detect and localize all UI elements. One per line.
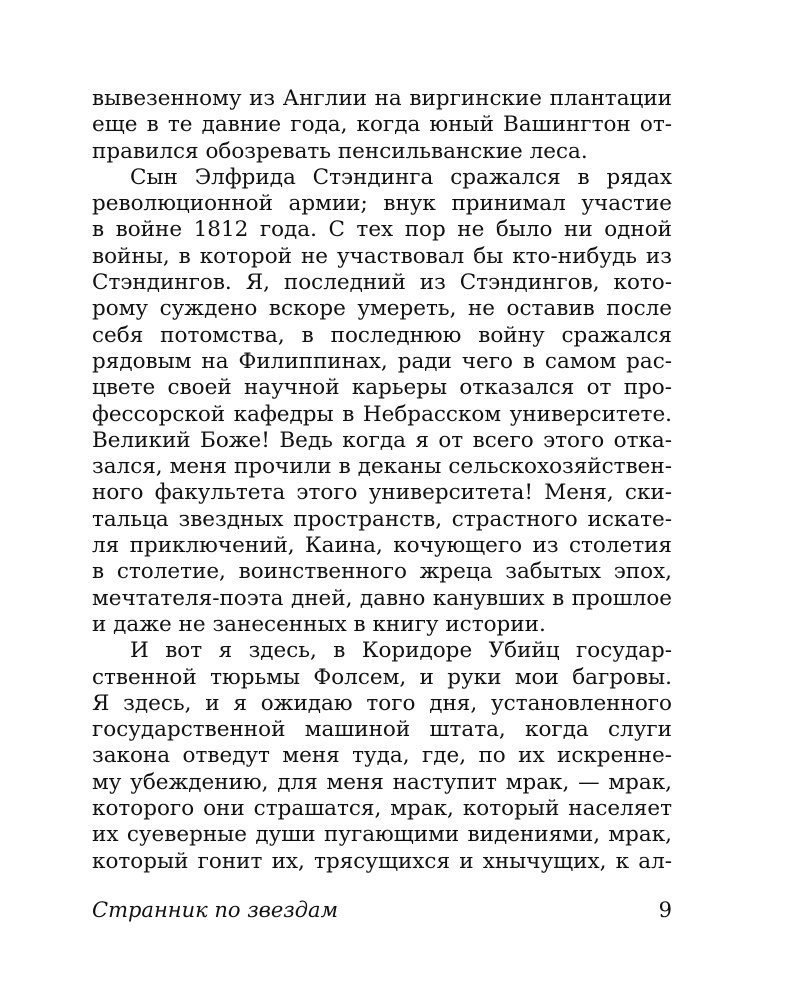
text-line: зался, меня прочили в деканы сельскохозяйствен- <box>92 454 672 480</box>
text-line: который гонит их, трясущихся и хнычущих, к ал- <box>92 848 672 874</box>
text-line: еще в те давние года, когда юный Вашингтон от- <box>92 112 672 138</box>
page-number: 9 <box>658 898 672 922</box>
text-line: в столетие, воинственного жреца забытых эпох, <box>92 559 672 585</box>
text-line: И вот я здесь, в Коридоре Убийц государ- <box>130 638 672 664</box>
running-title: Странник по звездам <box>92 898 338 922</box>
text-line: фессорской кафедры в Небрасском университете. <box>92 401 672 427</box>
text-line: цвете своей научной карьеры отказался от про- <box>92 375 672 401</box>
text-line: ля приключений, Каина, кочующего из столетия <box>92 533 672 559</box>
text-line: их суеверные души пугающими видениями, мрак, <box>92 822 672 848</box>
text-line: Великий Боже! Ведь когда я от всего этого отка- <box>92 427 672 453</box>
text-line: правился обозревать пенсильванские леса. <box>92 138 588 164</box>
text-line: и даже не занесенных в книгу истории. <box>92 611 546 637</box>
text-line: войны, в которой не участвовал бы кто-нибудь из <box>92 243 672 269</box>
text-line: рому суждено вскоре умереть, не оставив после <box>92 296 672 322</box>
text-line: тальца звездных пространств, страстного искате- <box>92 506 672 532</box>
text-line: революционной армии; внук принимал участие <box>92 191 672 217</box>
text-line: ного факультета этого университета! Меня, ски- <box>92 480 672 506</box>
text-line: закона отведут меня туда, где, по их искренне- <box>92 743 672 769</box>
text-line: в войне 1812 года. С тех пор не было ни одной <box>92 217 672 243</box>
text-line: мечтателя-поэта дней, давно канувших в прошлое <box>92 585 672 611</box>
page-footer <box>92 898 672 928</box>
text-line: Сын Элфрида Стэндинга сражался в рядах <box>130 164 672 190</box>
text-line: вывезенному из Англии на виргинские плантации <box>92 86 672 111</box>
text-line: Я здесь, и я ожидаю того дня, установленного <box>92 690 672 716</box>
text-line: Стэндингов. Я, последний из Стэндингов, кото- <box>92 270 672 296</box>
text-line: себя потомства, в последнюю войну сражался <box>92 322 672 348</box>
text-line: рядовым на Филиппинах, ради чего в самом рас- <box>92 348 672 374</box>
body-text <box>92 86 672 875</box>
text-line: которого они страшатся, мрак, который населяет <box>92 796 672 822</box>
text-line: ственной тюрьмы Фолсем, и руки мои багровы. <box>92 664 672 690</box>
text-line: государственной машиной штата, когда слуги <box>92 717 672 743</box>
text-line: му убеждению, для меня наступит мрак, — мрак, <box>92 769 672 795</box>
